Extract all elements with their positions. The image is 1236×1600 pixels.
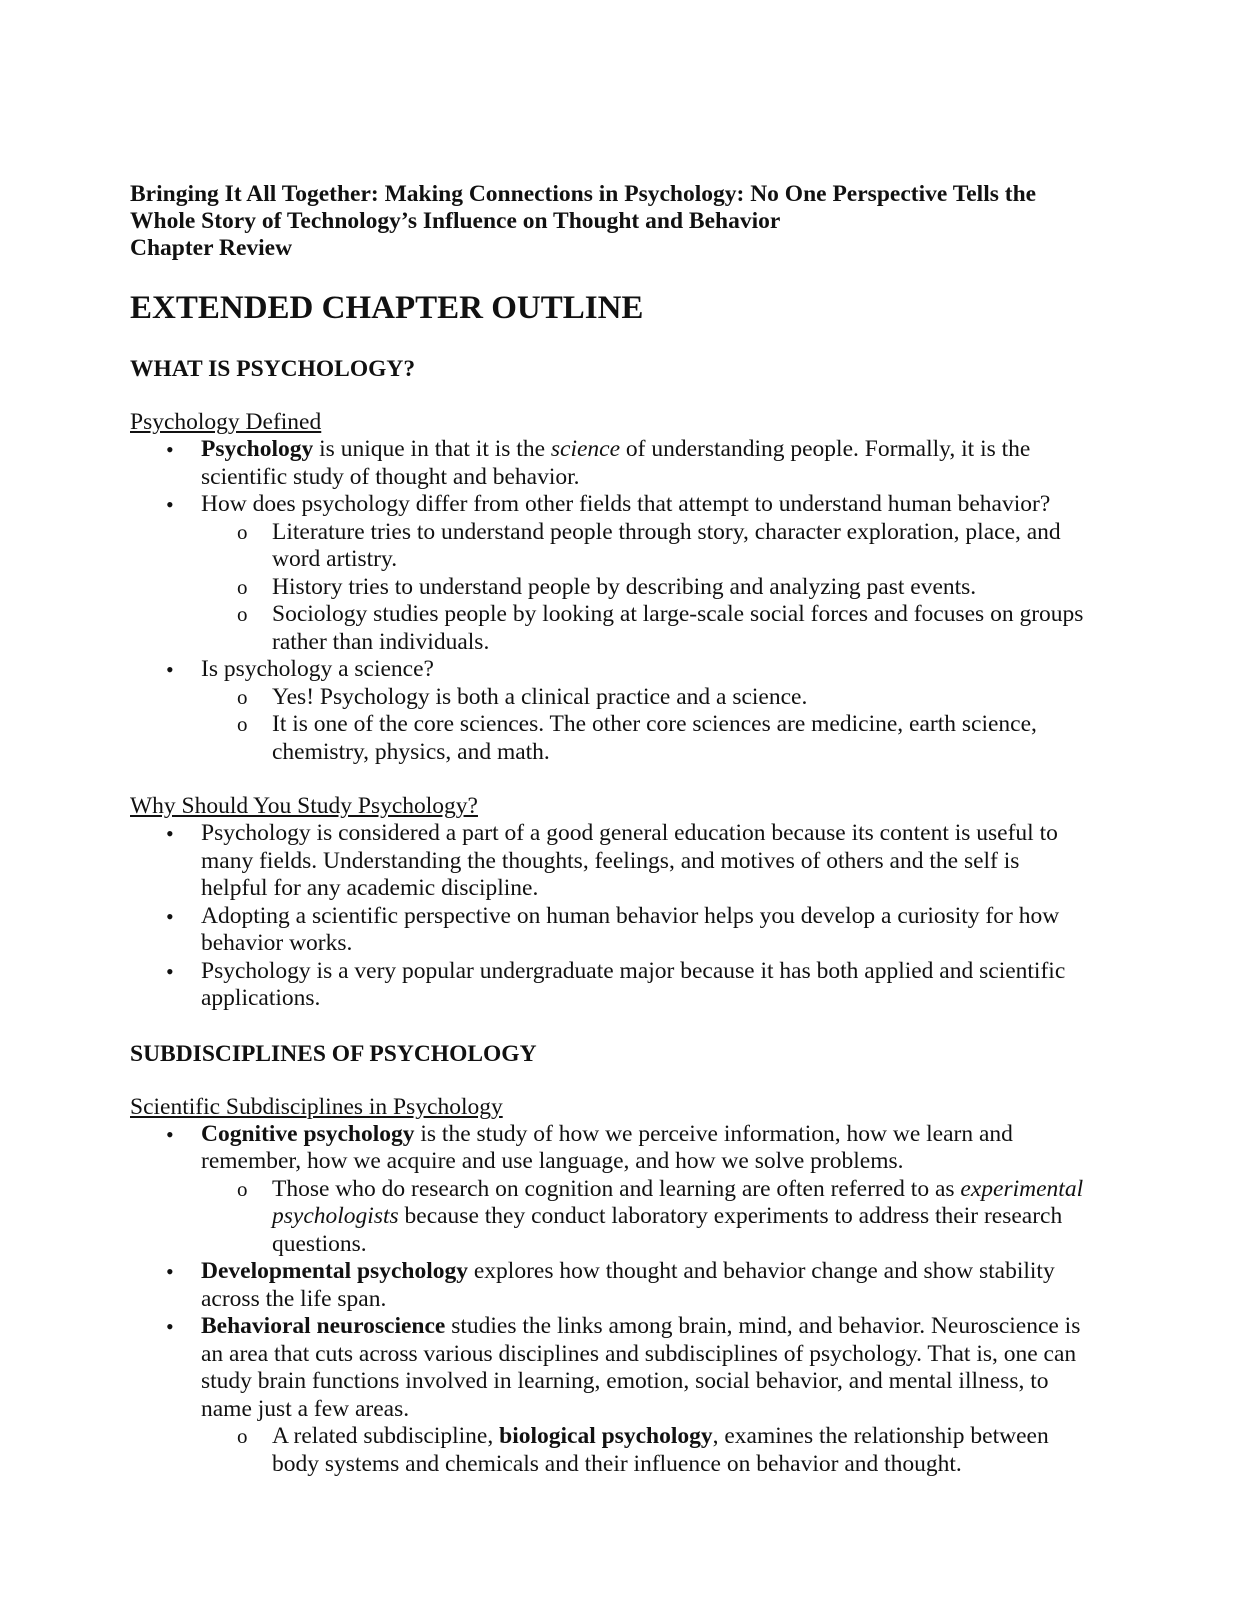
sub-item-text: Sociology studies people by looking at large-scale social forces and focuses on groups rather than individuals. — [272, 601, 1084, 655]
sub-bullet-glyph: o — [237, 712, 248, 736]
bullet-glyph: • — [166, 657, 174, 682]
section-heading-what-is-psychology: WHAT IS PSYCHOLOGY? — [130, 356, 416, 382]
bullet-glyph: • — [166, 903, 174, 929]
sub-bullet-glyph: o — [237, 602, 248, 626]
term-psychology: Psychology — [201, 436, 314, 462]
list-item — [130, 491, 1090, 656]
list-item — [130, 436, 1090, 491]
term-developmental-psychology: Developmental psychology — [201, 1258, 468, 1284]
item-text: Adopting a scientific perspective on human behavior helps you develop a curiosity for how behavior works. — [201, 902, 1060, 956]
item-text: studies the links among brain, mind, and behavior. Neuroscience is an area that cuts across various disciplines and subdisciplines of psychology. That is, one can study brain functions involved in learning, emotion, social behavior, and mental illness, to name just a few areas. — [201, 1313, 1081, 1422]
sub-item-text: It is one of the core sciences. The other core sciences are medicine, earth science, chemistry, physics, and math. — [272, 711, 1037, 765]
sub-item-text: A related subdiscipline, — [272, 1423, 500, 1449]
sub-list-item — [201, 601, 1090, 656]
item-text: How does psychology differ from other fields that attempt to understand human behavior? — [201, 491, 1051, 517]
outline-heading: EXTENDED CHAPTER OUTLINE — [130, 290, 644, 326]
list-item — [130, 958, 1090, 1013]
item-text: explores how thought and behavior change and show stability across the life span. — [201, 1258, 1055, 1312]
italic-science: science — [550, 436, 621, 462]
bullet-glyph: • — [166, 1314, 174, 1339]
list-item — [130, 1313, 1090, 1478]
bullet-glyph: • — [166, 1259, 174, 1284]
sub-list-item — [201, 1423, 1090, 1478]
sub-list — [201, 1176, 1090, 1259]
bullet-glyph: • — [166, 492, 174, 517]
item-text: of understanding people. Formally, it is the scientific study of thought and behavior. — [201, 436, 1031, 490]
document-page — [130, 181, 1090, 1478]
sub-list-item — [201, 684, 1090, 712]
term-behavioral-neuroscience: Behavioral neuroscience — [201, 1313, 446, 1339]
sub-list — [201, 519, 1090, 657]
scientific-subdisciplines-list — [130, 1121, 1090, 1479]
list-item — [130, 820, 1090, 903]
sub-list-item — [201, 574, 1090, 602]
document-title — [130, 181, 1090, 262]
subheading-scientific-subdisciplines: Scientific Subdisciplines in Psychology — [130, 1093, 503, 1120]
list-item — [130, 903, 1090, 958]
bullet-glyph: • — [166, 821, 174, 846]
list-item — [130, 1258, 1090, 1313]
sub-item-text: History tries to understand people by describing and analyzing past events. — [272, 573, 977, 600]
bullet-glyph: • — [166, 1121, 174, 1147]
list-item — [130, 656, 1090, 766]
chapter-review-label: Chapter Review — [130, 235, 293, 261]
sub-bullet-glyph: o — [237, 1176, 248, 1201]
sub-bullet-glyph: o — [237, 1424, 248, 1448]
subheading-psychology-defined: Psychology Defined — [130, 409, 322, 435]
item-text: Psychology is a very popular undergraduate major because it has both applied and scientific applications. — [201, 957, 1066, 1011]
sub-item-text: Literature tries to understand people through story, character exploration, place, and word artistry. — [272, 518, 1061, 572]
psychology-defined-list — [130, 436, 1090, 766]
sub-list-item — [201, 711, 1090, 766]
title-line-1: Bringing It All Together: Making Connections in Psychology: No One Perspective Tells the — [130, 181, 1037, 207]
list-item — [130, 1121, 1090, 1259]
italic-experimental-psychologists: experimental psychologists — [272, 1175, 1084, 1229]
sub-item-text: Those who do research on cognition and learning are often referred to as — [272, 1175, 961, 1202]
why-study-list — [130, 820, 1090, 1013]
title-line-2: Whole Story of Technology’s Influence on Thought and Behavior — [130, 208, 781, 234]
section-heading-subdisciplines: SUBDISCIPLINES OF PSYCHOLOGY — [130, 1040, 537, 1067]
sub-item-text: Yes! Psychology is both a clinical practice and a science. — [272, 683, 808, 710]
bullet-glyph: • — [166, 958, 174, 984]
sub-list-item — [201, 519, 1090, 574]
sub-list — [201, 684, 1090, 767]
sub-item-text: , examines the relationship between body systems and chemicals and their influence on behavior and thought. — [272, 1423, 1049, 1477]
item-text: is the study of how we perceive information, how we learn and remember, how we acquire and use language, and how we solve problems. — [201, 1120, 1013, 1174]
item-text: Psychology is considered a part of a good general education because its content is useful to many fields. Understanding the thoughts, feelings, and motives of others and the self is helpful for any academic discipline. — [201, 820, 1058, 901]
item-text: is unique in that it is the — [313, 436, 551, 462]
sub-item-text: because they conduct laboratory experiments to address their research questions. — [272, 1203, 1063, 1257]
term-cognitive-psychology: Cognitive psychology — [201, 1120, 415, 1147]
sub-bullet-glyph: o — [237, 574, 248, 599]
bullet-glyph: • — [166, 437, 174, 462]
term-biological-psychology: biological psychology — [499, 1423, 713, 1449]
sub-bullet-glyph: o — [237, 684, 248, 709]
subheading-why-study: Why Should You Study Psychology? — [130, 793, 478, 819]
sub-list-item — [201, 1176, 1090, 1259]
sub-bullet-glyph: o — [237, 519, 248, 544]
item-text: Is psychology a science? — [201, 656, 434, 682]
sub-list — [201, 1423, 1090, 1478]
